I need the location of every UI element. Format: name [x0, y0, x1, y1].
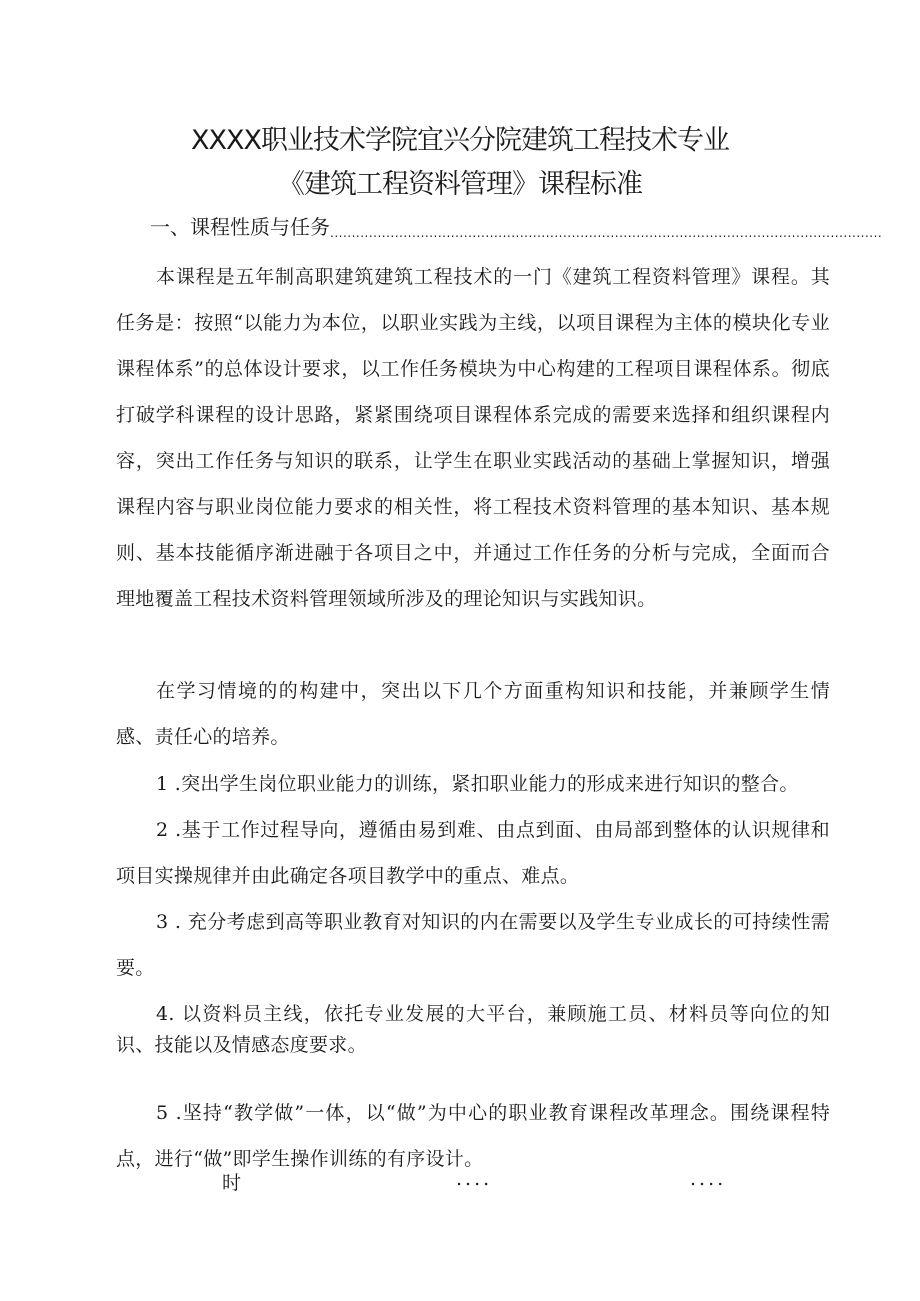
- paragraph-course-intro: 本课程是五年制高职建筑建筑工程技术的一门《建筑工程资料管理》课程。其任务是：按照“以能力为本位，以职业实践为主线，以项目课程为主体的模块化专业课程体系”的总体设计要求，以工作任务模块为中心构建的工程项目课程体系。彻底打破学科课程的设计思路，紧紧围绕项目课程体系完成的需要来选择和组织课程内容，突出工作任务与知识的联系，让学生在职业实践活动的基础上掌握知识，增强课程内容与职业岗位能力要求的相关性，将工程技术资料管理的基本知识、基本规则、基本技能循序渐进融于各项目之中，并通过工作任务的分析与完成，全面而合理地覆盖工程技术资料管理领域所涉及的理论知识与实践知识。: [116, 266, 830, 610]
- document-title-line-2: 《建筑工程资料管理》课程标准: [278, 169, 642, 200]
- section-heading-text: 一、课程性质与任务: [150, 215, 330, 239]
- section-heading: [150, 211, 883, 240]
- footer-fragment-3: ....: [690, 1168, 727, 1190]
- paragraph-learning-context: 在学习情境的的构建中，突出以下几个方面重构知识和技能，并兼顾学生情感、责任心的培养。: [116, 680, 830, 748]
- list-item-3: 3 . 充分考虑到高等职业教育对知识的内在需要以及学生专业成长的可持续性需要。: [116, 911, 830, 979]
- list-item-1: 1 .突出学生岗位职业能力的训练，紧扣职业能力的形成来进行知识的整合。: [156, 773, 799, 795]
- document-title-line-1: XXXX职业技术学院宜兴分院建筑工程技术专业: [191, 125, 729, 156]
- list-item-5: 5 .坚持“教学做”一体，以“做”为中心的职业教育课程改革理念。围绕课程特点，进行“做”即学生操作训练的有序设计。: [116, 1102, 830, 1170]
- section-heading-leader: ................................................................................................................................: [330, 226, 883, 240]
- list-item-4: 4. 以资料员主线，依托专业发展的大平台，兼顾施工员、材料员等向位的知识、技能以及情感态度要求。: [116, 1003, 830, 1056]
- footer-fragment-2: ....: [456, 1168, 493, 1190]
- list-item-2: 2 .基于工作过程导向，遵循由易到难、由点到面、由局部到整体的认识规律和项目实操规律并由此确定各项目教学中的重点、难点。: [116, 819, 830, 887]
- footer-fragment-1: 时: [222, 1172, 242, 1194]
